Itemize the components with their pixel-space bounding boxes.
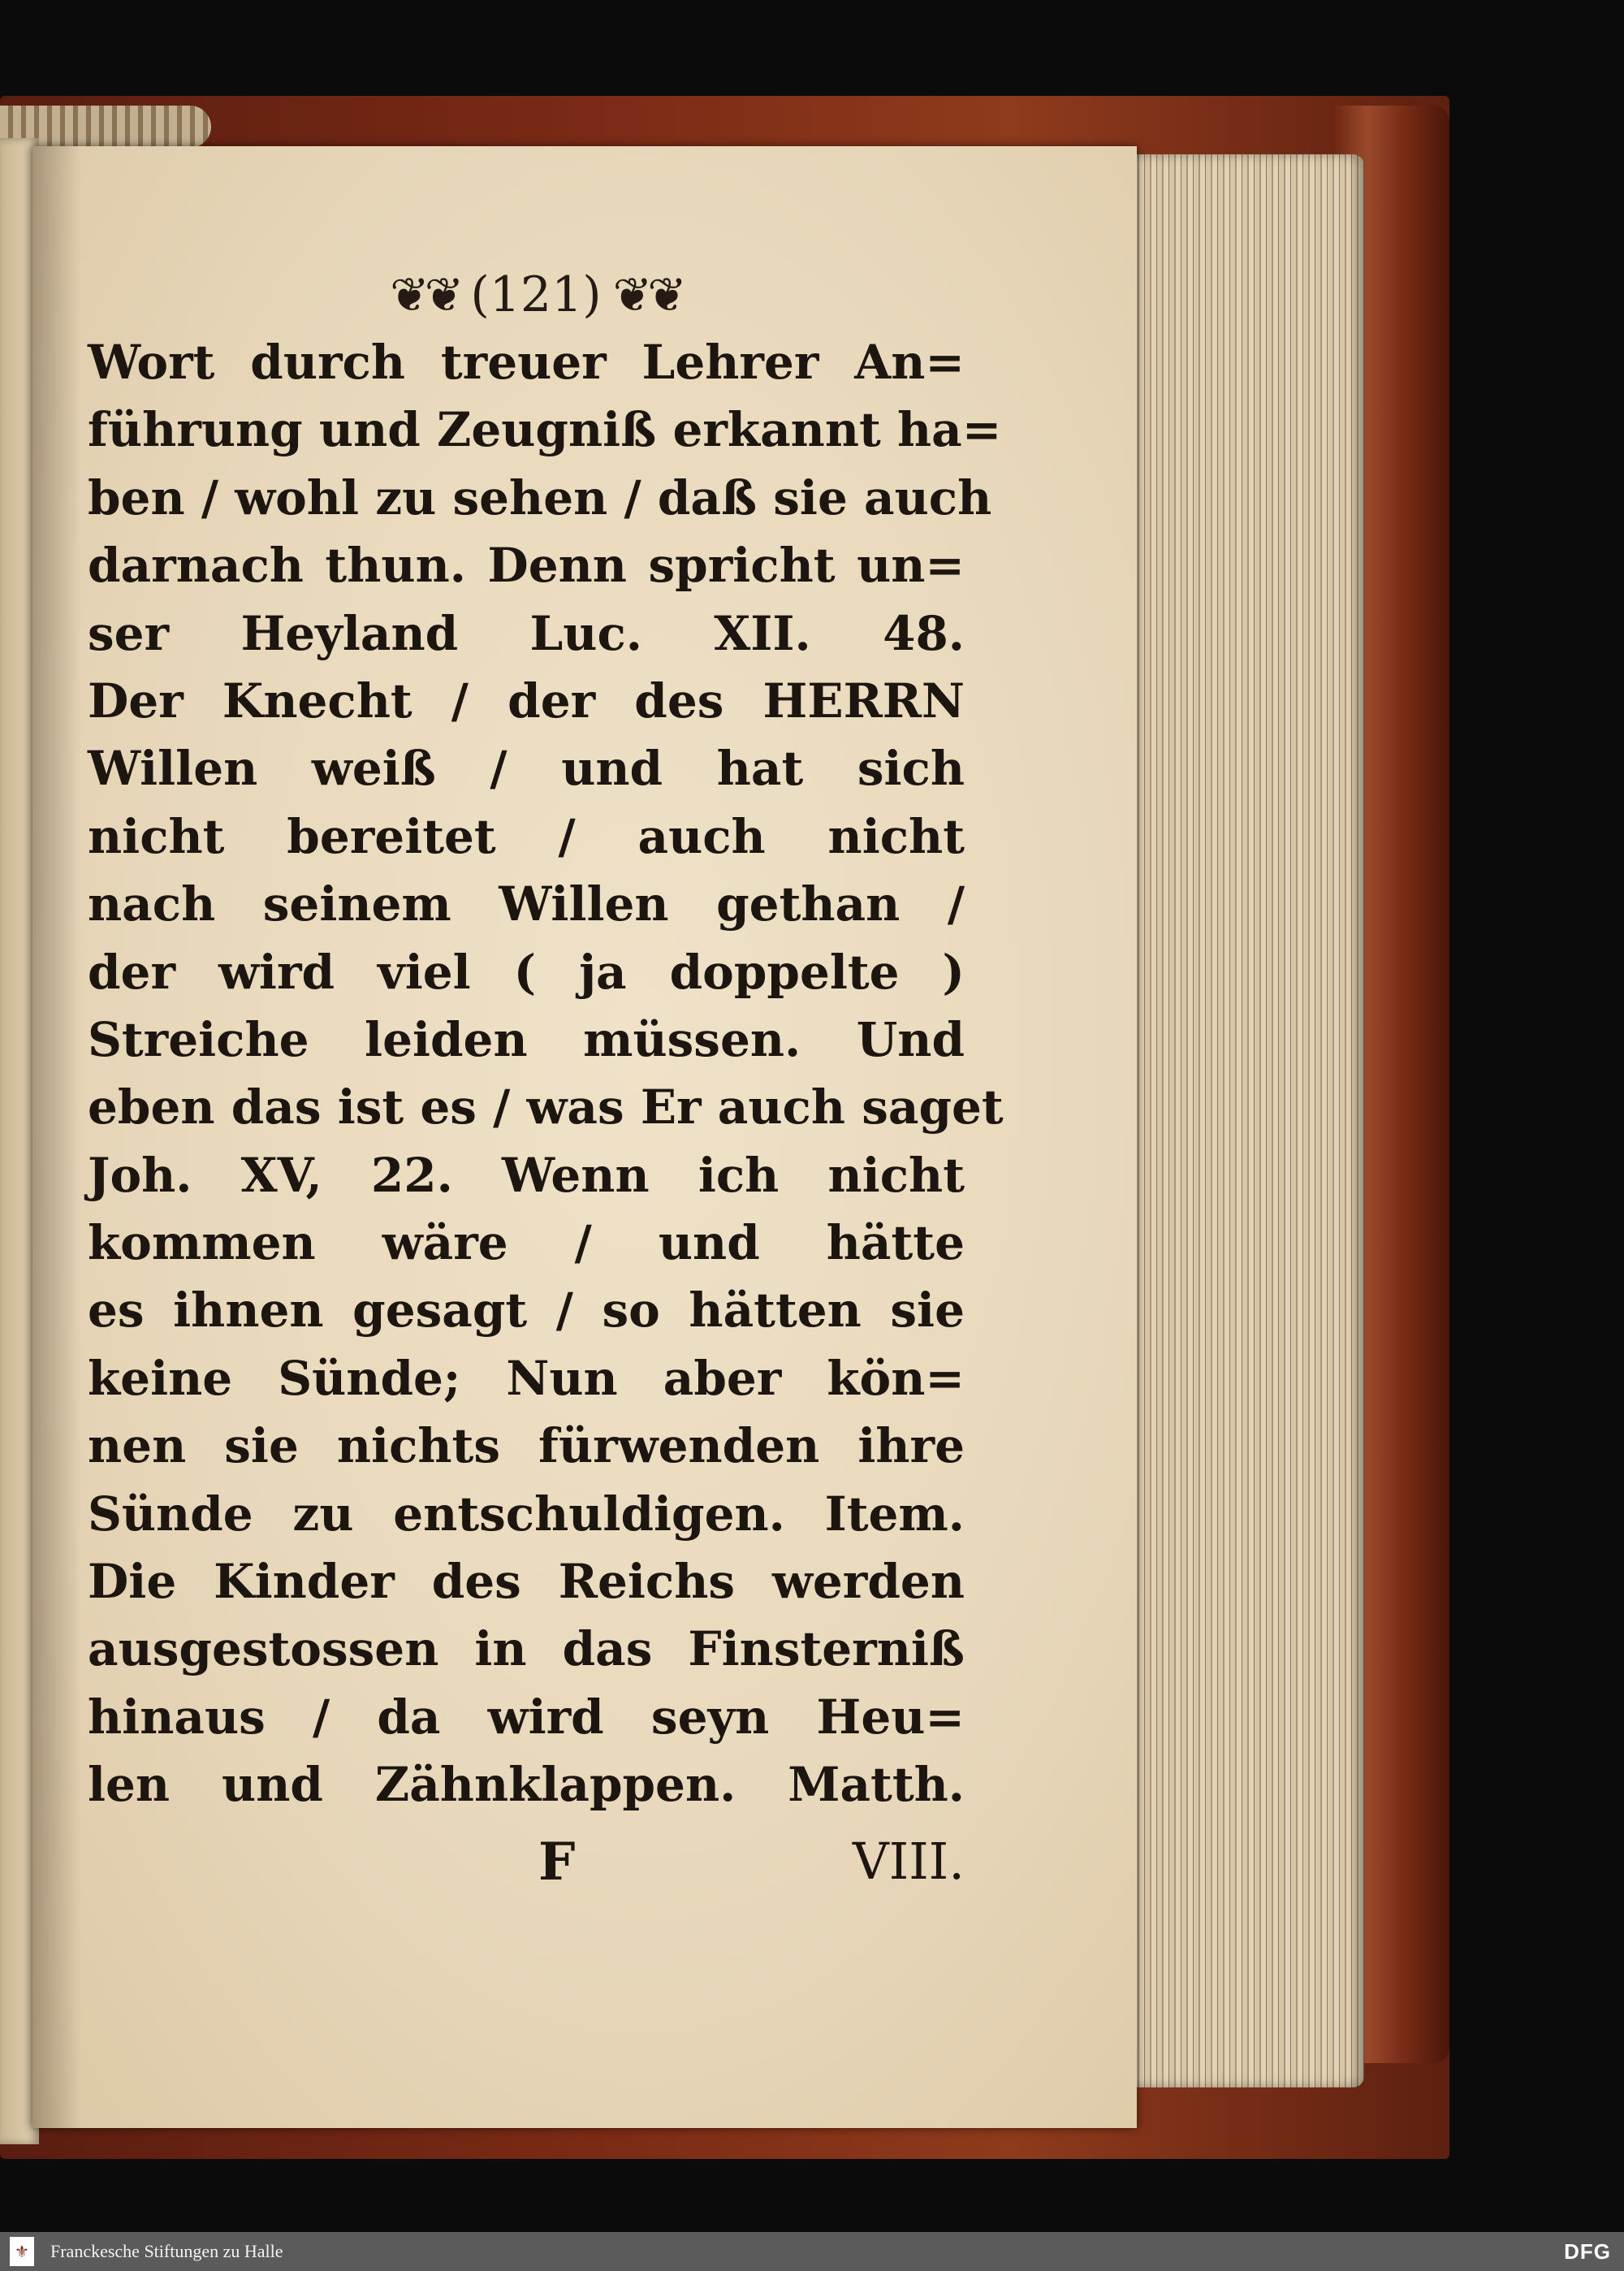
institution-name: Franckesche Stiftungen zu Halle	[50, 2241, 283, 2261]
catchword: VIII.	[853, 1832, 965, 1891]
text-line: ser Heyland Luc. XII. 48.	[88, 605, 965, 661]
text-line: eben das ist es / was Er auch saget	[88, 1079, 1004, 1136]
text-line: nen sie nichts fürwenden ihre	[88, 1418, 965, 1474]
page-footer	[88, 1832, 965, 1905]
text-line: hinaus / da wird seyn Heu=	[88, 1689, 965, 1745]
text-line: darnach thun. Denn spricht un=	[88, 538, 965, 594]
text-line: Streiche leiden müssen. Und	[88, 1011, 965, 1067]
page-header	[341, 258, 731, 331]
text-line: kommen wäre / und hätte	[88, 1215, 965, 1271]
text-line: nach seinem Willen gethan /	[88, 876, 965, 932]
text-line: es ihnen gesagt / so hätten sie	[88, 1283, 965, 1339]
page-body	[88, 329, 1004, 1819]
text-line: keine Sünde; Nun aber kön=	[88, 1350, 965, 1406]
text-line: der wird viel ( ja doppelte )	[88, 944, 965, 1000]
text-line: Willen weiß / und hat sich	[88, 741, 965, 797]
text-line: Wort durch treuer Lehrer An=	[88, 335, 965, 390]
text-line: ben / wohl zu sehen / daß sie auch	[88, 469, 992, 526]
ornament-right: ❦❦	[612, 267, 682, 322]
text-line: Joh. XV, 22. Wenn ich nicht	[88, 1147, 965, 1203]
text-line: ausgestossen in das Finsterniß	[88, 1621, 965, 1677]
text-line: führung und Zeugniß erkannt ha=	[88, 402, 1002, 458]
page-number: (121)	[470, 266, 602, 323]
dfg-logo: DFG	[1564, 2239, 1611, 2264]
text-line: Der Knecht / der des HERRN	[88, 673, 965, 729]
gutter-shadow	[32, 146, 81, 2128]
signature-mark: F	[538, 1832, 576, 1892]
institution-logo-icon: ⚜	[10, 2237, 34, 2266]
text-line: Sünde zu entschuldigen. Item.	[88, 1486, 965, 1542]
text-line: Die Kinder des Reichs werden	[88, 1554, 965, 1610]
footer-bar	[0, 2232, 1624, 2271]
text-line: nicht bereitet / auch nicht	[88, 808, 965, 864]
ornament-left: ❦❦	[390, 267, 460, 322]
text-line: len und Zähnklappen. Matth.	[88, 1757, 965, 1813]
